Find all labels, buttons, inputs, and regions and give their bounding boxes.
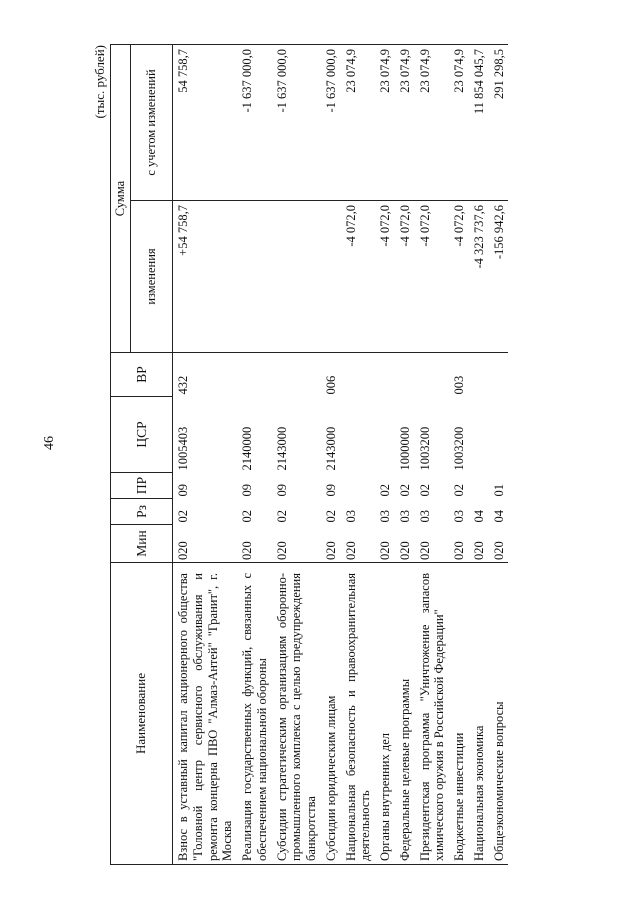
row-vr xyxy=(237,353,272,397)
row-min: 020 xyxy=(237,525,272,563)
row-name: Субсидии стратегическим организациям оборонно-промышленного комплекса с целью предупреждения банкротства xyxy=(272,563,321,865)
row-pr: 02 xyxy=(397,484,412,497)
row-min: 020 xyxy=(321,525,341,563)
table-row xyxy=(321,45,341,865)
row-rz: 02 xyxy=(176,510,190,523)
table-row xyxy=(341,45,376,865)
header-sum: Сумма xyxy=(111,45,131,353)
row-rz: 03 xyxy=(397,510,412,523)
header-name: Наименование xyxy=(111,563,173,865)
row-min: 020 xyxy=(489,525,509,563)
table-row xyxy=(415,45,450,865)
row-rz: 03 xyxy=(378,510,392,523)
row-name: Субсидии юридическим лицам xyxy=(321,563,341,865)
row-pr: 09 xyxy=(176,484,190,497)
header-rz: Рз xyxy=(111,499,173,525)
row-total: 23 074,9 xyxy=(395,45,415,201)
row-pr: 01 xyxy=(491,484,506,497)
row-total: 23 074,9 xyxy=(449,45,469,201)
table-row xyxy=(272,45,321,865)
row-vr: 003 xyxy=(449,353,469,397)
units-label: (тыс. рублей) xyxy=(92,45,107,119)
row-min: 020 xyxy=(395,525,415,563)
row-vr xyxy=(375,353,395,397)
row-vr xyxy=(415,353,450,397)
row-min: 020 xyxy=(469,525,489,563)
row-csr: 2143000 xyxy=(274,426,289,471)
row-vr: 006 xyxy=(321,353,341,397)
row-rz: 04 xyxy=(491,510,506,523)
header-pr: ПР xyxy=(111,473,173,499)
row-vr: 432 xyxy=(173,353,238,397)
row-rz: 04 xyxy=(471,510,486,523)
row-rz: 03 xyxy=(417,510,432,523)
row-total: 23 074,9 xyxy=(415,45,450,201)
row-name: Президентская программа "Уничтожение запасов химического оружия в Российской Федерации" xyxy=(415,563,450,865)
row-pr: 09 xyxy=(240,484,254,497)
row-change: -4 072,0 xyxy=(415,201,450,353)
row-change: -4 072,0 xyxy=(341,201,376,353)
row-vr xyxy=(272,353,321,397)
row-rz: 03 xyxy=(452,510,466,523)
budget-table xyxy=(110,44,508,865)
table-row xyxy=(489,45,509,865)
header-with-changes: с учетом изменений xyxy=(131,45,173,201)
row-min: 020 xyxy=(341,525,376,563)
row-csr xyxy=(469,397,489,473)
row-pr xyxy=(469,473,489,499)
row-vr xyxy=(341,353,376,397)
row-pr: 09 xyxy=(274,484,289,497)
row-rz: 03 xyxy=(343,510,358,523)
row-vr xyxy=(489,353,509,397)
row-total: 291 298,5 xyxy=(489,45,509,201)
row-rz: 02 xyxy=(274,510,289,523)
row-csr: 2143000 xyxy=(323,426,338,471)
row-csr xyxy=(375,397,395,473)
header-vr: ВР xyxy=(111,353,173,397)
row-min: 020 xyxy=(272,525,321,563)
row-rz: 02 xyxy=(323,510,338,523)
row-name: Взнос в уставный капитал акционерного общества "Головной центр сервисного обслуживания и ремонта концерна ПВО "Алмаз-Антей" "Гранит", г. Москва xyxy=(173,563,238,865)
row-pr: 09 xyxy=(323,484,338,497)
row-csr: 1003200 xyxy=(452,426,466,471)
row-csr: 1000000 xyxy=(397,426,412,471)
row-rz: 02 xyxy=(240,510,254,523)
row-change: -156 942,6 xyxy=(489,201,509,353)
row-total: 54 758,7 xyxy=(173,45,238,201)
row-min: 020 xyxy=(375,525,395,563)
row-pr: 02 xyxy=(417,484,432,497)
row-change: -4 072,0 xyxy=(375,201,395,353)
row-total: -1 637 000,0 xyxy=(321,45,341,201)
page-number: 46 xyxy=(42,436,57,450)
row-name: Реализация государственных функций, связанных с обеспечением национальной обороны xyxy=(237,563,272,865)
row-csr: 2140000 xyxy=(240,426,254,471)
row-name: Органы внутренних дел xyxy=(375,563,395,865)
row-name: Национальная безопасность и правоохранительная деятельность xyxy=(341,563,376,865)
row-name: Общеэкономические вопросы xyxy=(489,563,509,865)
row-csr: 1005403 xyxy=(176,426,190,471)
row-change: -4 072,0 xyxy=(395,201,415,353)
row-pr: 02 xyxy=(378,484,392,497)
row-name: Национальная экономика xyxy=(469,563,489,865)
table-row xyxy=(375,45,395,865)
row-total: 23 074,9 xyxy=(341,45,376,201)
header-min: Мин xyxy=(111,525,173,563)
row-pr: 02 xyxy=(452,484,466,497)
budget-table-sheet xyxy=(92,45,572,865)
row-name: Бюджетные инвестиции xyxy=(449,563,469,865)
row-change xyxy=(272,201,321,353)
row-change: -4 323 737,6 xyxy=(469,201,489,353)
table-row xyxy=(469,45,489,865)
table-row xyxy=(237,45,272,865)
row-total: 23 074,9 xyxy=(375,45,395,201)
row-change: -4 072,0 xyxy=(449,201,469,353)
row-total: -1 637 000,0 xyxy=(272,45,321,201)
table-row xyxy=(395,45,415,865)
row-csr xyxy=(341,397,376,473)
row-min: 020 xyxy=(449,525,469,563)
row-min: 020 xyxy=(415,525,450,563)
row-vr xyxy=(395,353,415,397)
header-changes: изменения xyxy=(131,201,173,353)
header-csr: ЦСР xyxy=(111,397,173,473)
row-total: -1 637 000,0 xyxy=(237,45,272,201)
row-change xyxy=(321,201,341,353)
row-vr xyxy=(469,353,489,397)
row-min: 020 xyxy=(173,525,238,563)
row-csr: 1003200 xyxy=(417,426,432,471)
row-change xyxy=(237,201,272,353)
row-csr xyxy=(489,397,509,473)
row-name: Федеральные целевые программы xyxy=(395,563,415,865)
row-total: 11 854 045,7 xyxy=(469,45,489,201)
table-row xyxy=(449,45,469,865)
row-pr xyxy=(341,473,376,499)
table-row xyxy=(173,45,238,865)
row-change: +54 758,7 xyxy=(173,201,238,353)
